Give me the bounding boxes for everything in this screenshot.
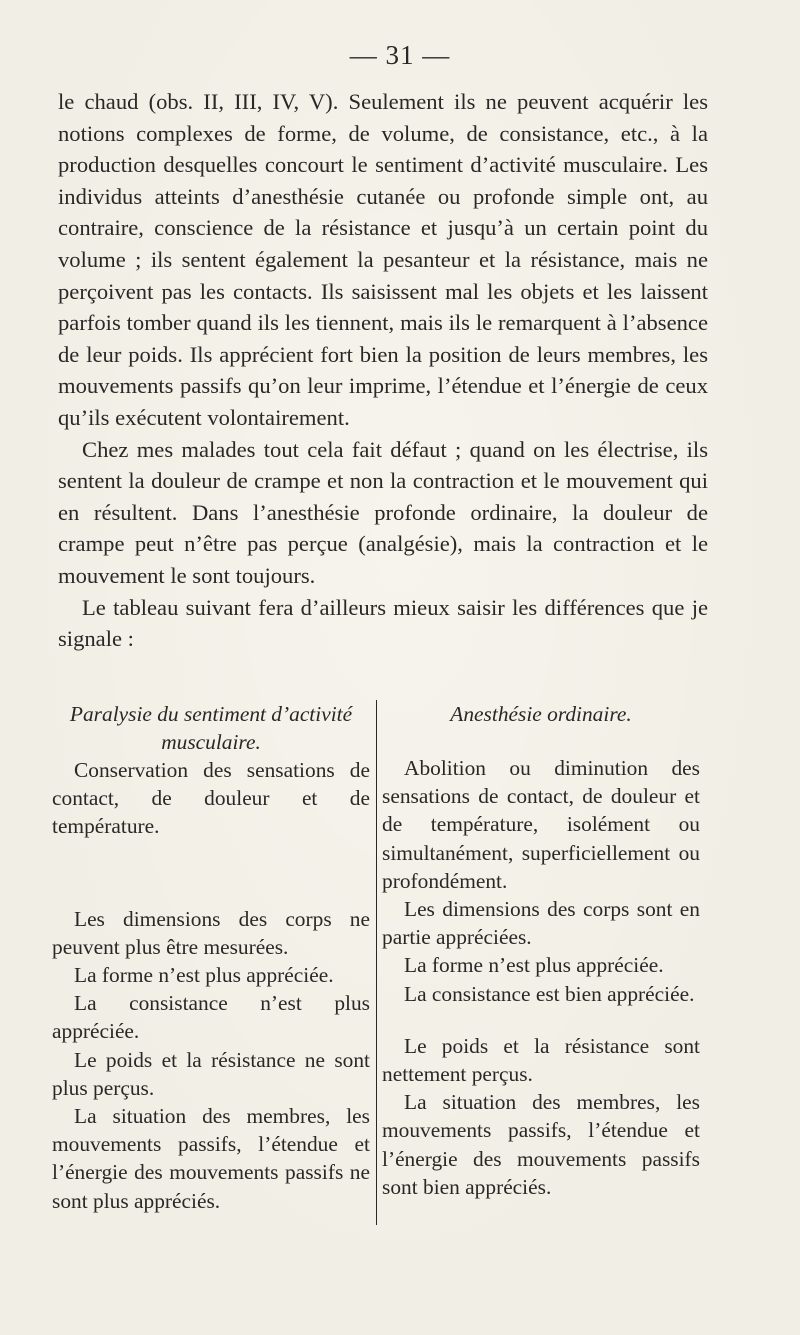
right-entry: Les dimensions des corps sont en partie appréciées.	[382, 897, 700, 950]
page-number: — 31 —	[349, 40, 451, 70]
body-text	[58, 86, 708, 655]
right-entry: La forme n’est plus appréciée.	[404, 953, 664, 978]
paragraph: Chez mes malades tout cela fait défaut ; quand on les électrise, ils sentent la douleur de crampe et non la contraction et le mouvement qui en résultent. Dans l’anesthésie profonde ordinaire, la douleur de crampe peut n’être pas perçue (analgésie), mais la contraction et le mouvement le sont toujours.	[58, 436, 708, 588]
right-entry: Abolition ou diminution des sensations de contact, de douleur et de température, isolément ou simultanément, superficiellement ou profondément.	[382, 756, 700, 893]
right-entry: Le poids et la résistance sont nettement perçus.	[382, 1033, 700, 1087]
paragraph: le chaud (obs. II, III, IV, V). Seulement ils ne peuvent acquérir les notions complexes de forme, de volume, de consistance, etc., à la production desquelles concourt le sentiment d’activité musculaire. Les individus atteints d’anesthésie cutanée ou profonde simple ont, au contraire, conscience de la résistance et jusqu’à un certain point du volume ; ils sentent également la pesanteur et la résistance, mais ne perçoivent pas les contacts. Ils saisissent mal les objets et les laissent parfois tomber quand ils les tiennent, mais ils le remarquent à l’absence de leur poids. Ils apprécient fort bien la position de leurs membres, les mouvements passifs qu’on leur imprime, l’étendue et l’énergie de ceux qu’ils exécutent volontairement.	[58, 89, 708, 430]
comparison-table	[52, 700, 712, 1240]
left-entry: La forme n’est plus appréciée.	[74, 963, 334, 988]
right-entry: La situation des membres, les mouvements passifs, l’étendue et l’énergie des mouvements passifs sont bien appréciés.	[382, 1090, 700, 1199]
left-entry: Les dimensions des corps ne peuvent plus être mesurées.	[52, 906, 370, 959]
column-divider	[376, 700, 377, 1225]
right-column-header: Anesthésie ordinaire.	[450, 702, 632, 726]
paragraph: Le tableau suivant fera d’ailleurs mieux saisir les différences que je signale :	[58, 594, 708, 652]
left-column	[52, 700, 370, 1215]
right-entry: La consistance est bien appréciée.	[404, 981, 695, 1006]
left-entry: La consistance n’est plus appréciée.	[52, 991, 370, 1044]
left-entry: Conservation des sensations de contact, de douleur et de température.	[52, 758, 370, 839]
left-column-header: Paralysie du sentiment d’activité musculaire.	[69, 702, 353, 754]
left-entry: La situation des membres, les mouvements passifs, l’étendue et l’énergie des mouvements passifs ne sont plus appréciés.	[52, 1104, 370, 1213]
right-column	[382, 700, 700, 1201]
left-entry: Le poids et la résistance ne sont plus perçus.	[52, 1047, 370, 1100]
